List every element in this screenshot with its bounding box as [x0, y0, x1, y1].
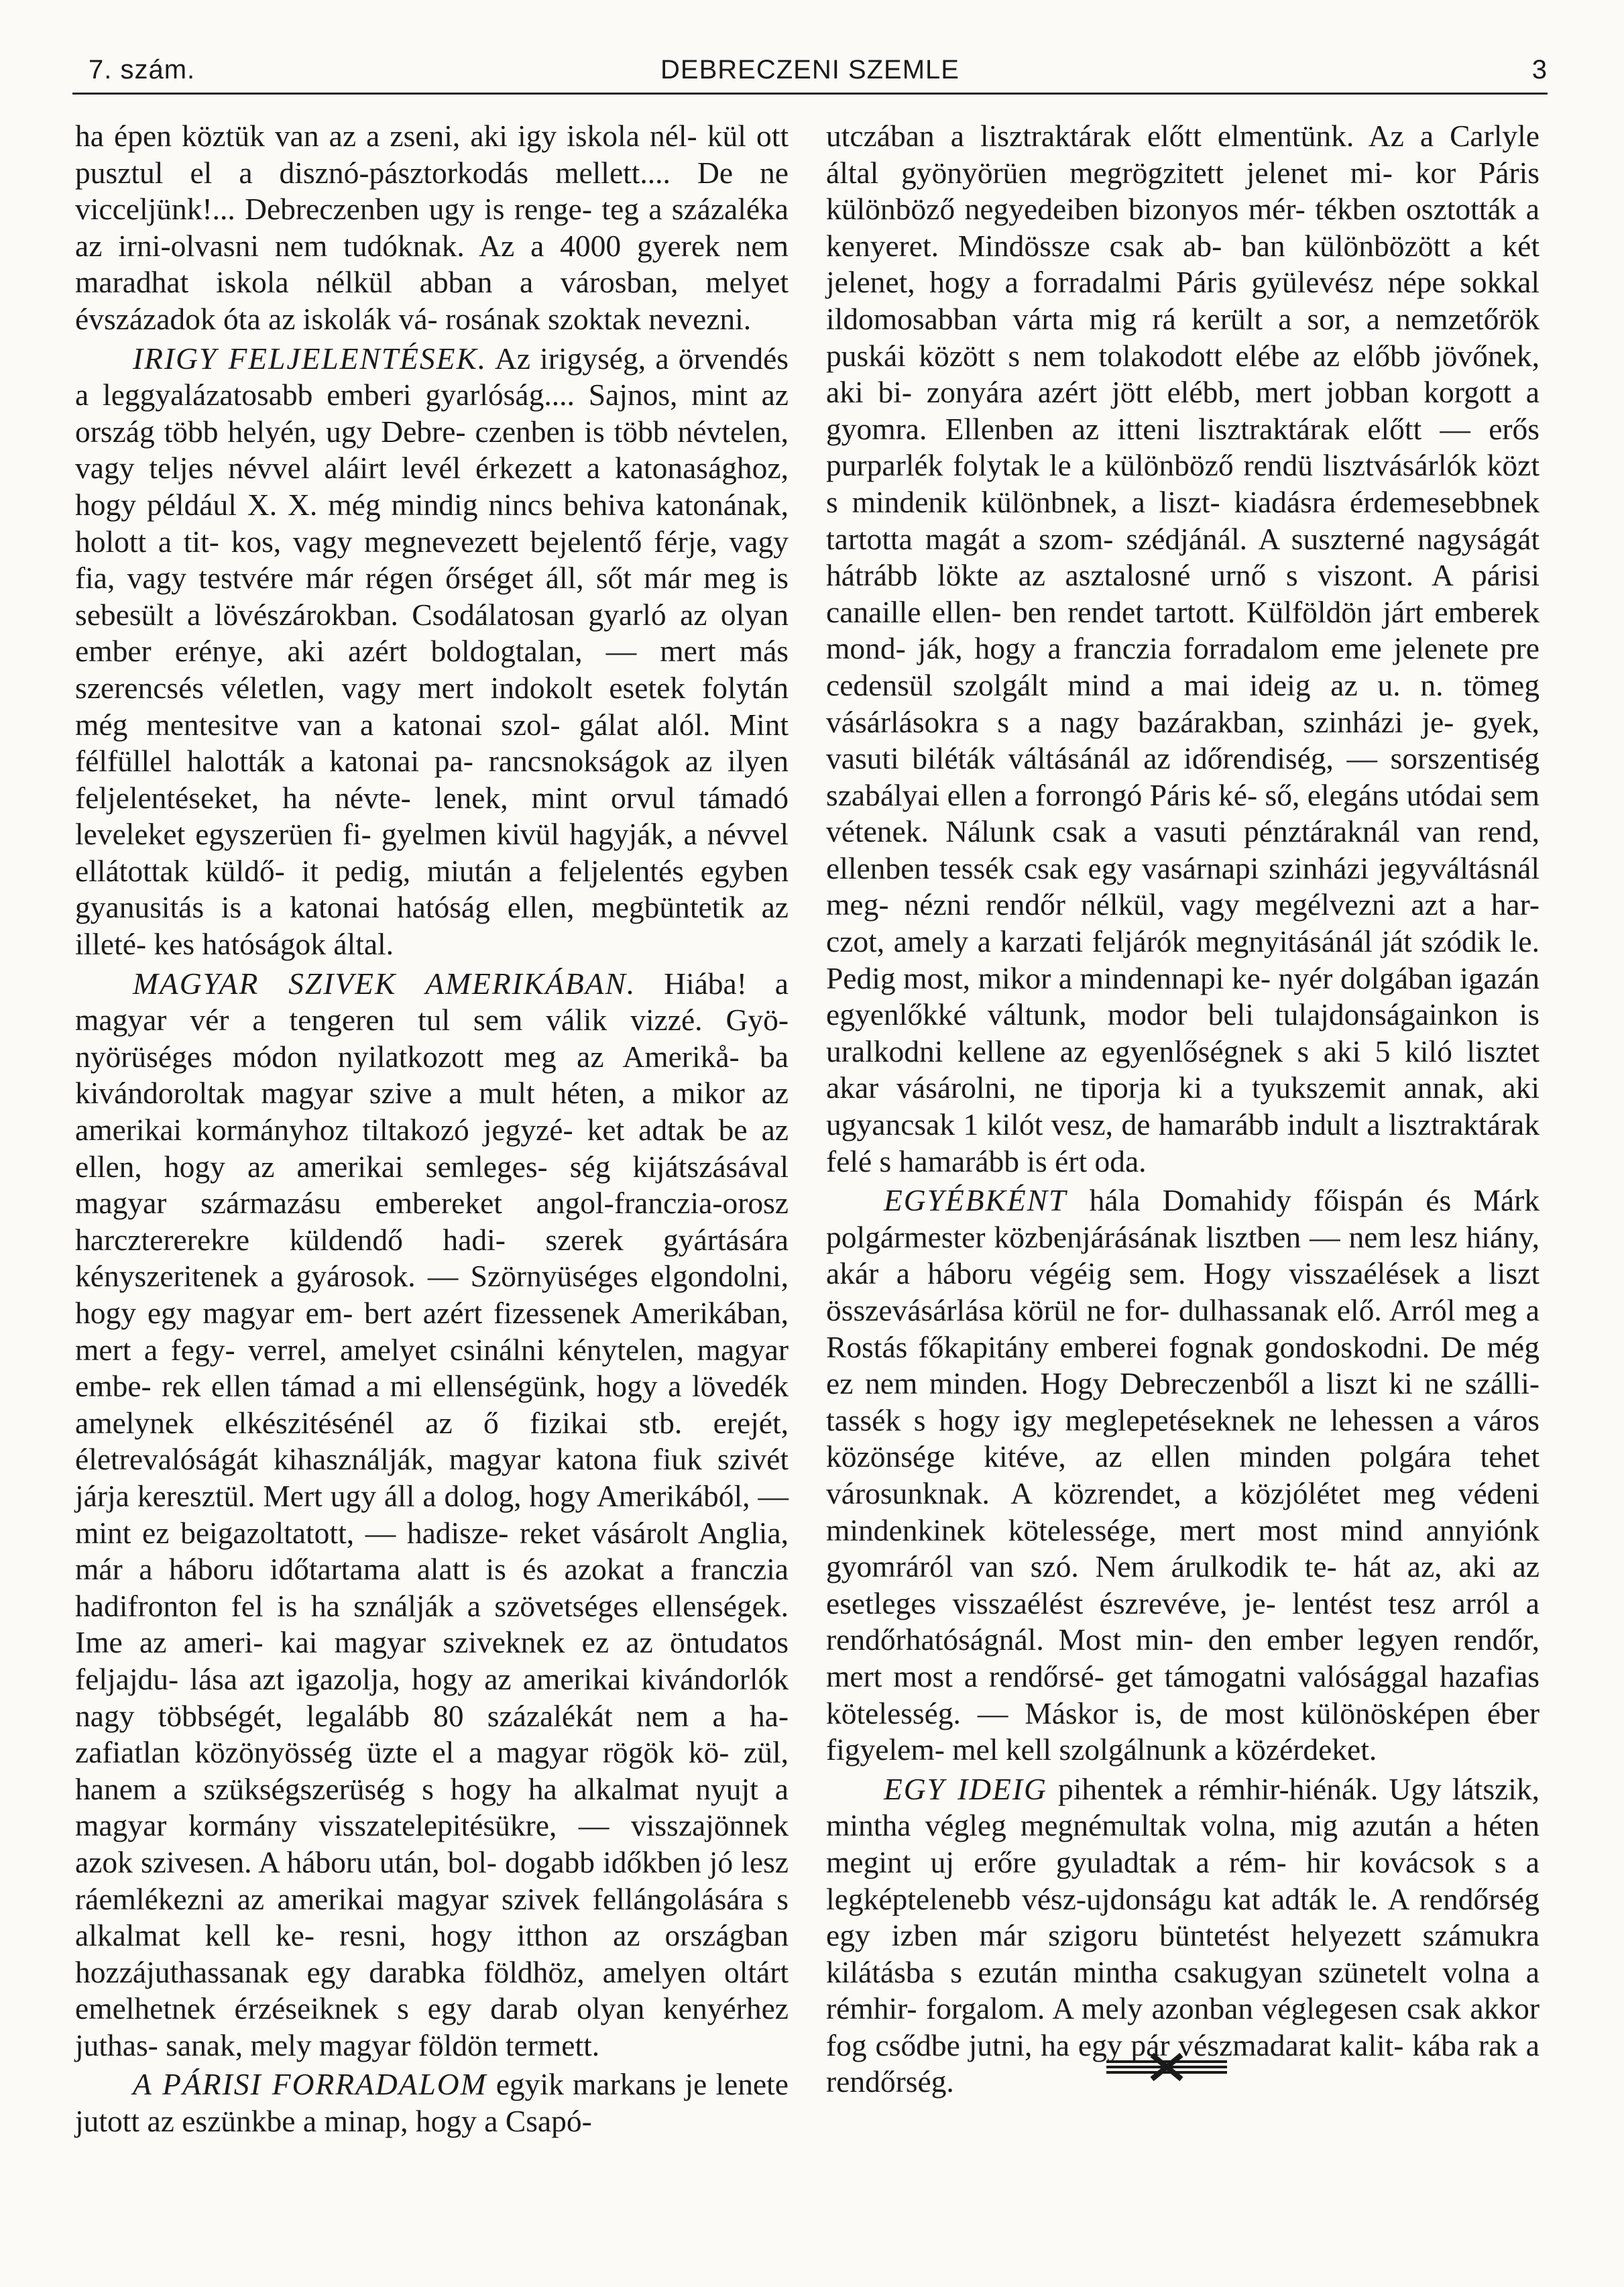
section-heading: A PÁRISI FORRADALOM	[133, 2067, 487, 2102]
newspaper-title: DEBRECZENI SZEMLE	[660, 55, 960, 85]
section-heading: EGY IDEIG	[884, 1771, 1047, 1806]
article-paragraph: EGY IDEIG pihentek a rémhir-hiénák. Ugy látszik, mintha végleg megnémultak volna, mig azután a héten megint uj erőre gyuladtak a rém- hir kovácsok s a legképtelenebb vész-ujdonságu kat adták le. A rendőrség egy izben már szigoru büntetést helyezett számukra kilátásba s ezután mintha csakugyan szünetelt volna a rémhir- forgalom. A mely azonban véglegesen csak akkor fog csődbe jutni, ha egy pár vészmadarat kalit- kába rak a rendőrség.	[826, 1771, 1540, 2099]
header-rule	[72, 93, 1548, 95]
end-of-section-ornament-icon	[1100, 2047, 1234, 2087]
issue-number: 7. szám.	[89, 55, 196, 85]
article-paragraph: EGYÉBKÉNT hála Domahidy főispán és Márk polgármester közbenjárásának lisztben — nem lesz hiány, akár a háboru végéig sem. Hogy visszaélések a liszt összevásárlása körül ne for- dulhassanak elő. Arról meg a Rostás főkapitány emberei fognak gondoskodni. De még ez nem minden. Hogy Debreczenből a liszt ki ne szálli- tassék s hogy igy meglepetéseknek ne lehessen a város közönsége kitéve, az ellen minden polgára tehet városunknak. A közrendet, a közjólétet meg védeni mindenkinek kötelessége, mert most mind annyiónk gyomráról van szó. Nem árulkodik te- hát az, aki az esetleges visszaélést észrevéve, je- lentést tesz arról a rendőrhatóságnál. Most min- den ember legyen rendőr, mert most a rendőrsé- get támogatni valósággal hazafias kötelesség. — Máskor is, de most különösképen éber figyelem- mel kell szolgálnunk a közérdeket.	[826, 1183, 1540, 1767]
section-heading: MAGYAR SZIVEK AMERIKÁBAN.	[133, 966, 636, 1001]
article-paragraph: A PÁRISI FORRADALOM egyik markans je lenete jutott az eszünkbe a minap, hogy a Csapó-	[75, 2067, 789, 2139]
page-header	[72, 51, 1548, 93]
left-column	[75, 118, 789, 2140]
section-heading: EGYÉBKÉNT	[884, 1183, 1067, 1218]
article-paragraph: utczában a lisztraktárak előtt elmentünk. Az a Carlyle által gyönyörüen megrögzitett jelenet mi- kor Páris különböző negyedeiben bizonyos mér- tékben osztották a kenyeret. Mindössze csak ab- ban különbözött a két jelenet, hogy a forradalmi Páris gyülevész népe sokkal ildomosabban várta mig rá került a sor, a nemzetőrök puskái között s nem tolakodott elébe az előbb jövőnek, aki bi- zonyára azért jött elébb, mert jobban korgott a gyomra. Ellenben az itteni lisztraktárak előtt — erős purparlék folytak le a különböző rendü lisztvásárlók közt s mindenik különbnek, a liszt- kiadásra érdemesebbnek tartotta magát a szom- szédjánál. A suszterné nagyságát hátrább lökte az asztalosné urnő s viszont. A párisi canaille ellen- ben rendet tartott. Külföldön járt emberek mond- ják, hogy a franczia forradalom eme jelenete pre cedensül szolgált mind a mai ideig az u. n. tömeg vásárlásokra s a nagy bazárakban, szinházi je- gyek, vasuti biléták váltásánál az időrendiség, — sorszentiség szabályai ellen a forrongó Páris ké- ső, elegáns utódai sem vétenek. Nálunk csak a vasuti pénztáraknál van rend, ellenben tessék csak egy vasárnapi szinházi jegyváltásnál meg- nézni rendőr nélkül, vagy megélvezni azt a har- czot, amely a karzati feljárók megnyitásánál ját szódik le. Pedig most, mikor a mindennapi ke- nyér dolgában igazán egyenlőkké váltunk, modor beli tulajdonságainkon is uralkodni kellene az egyenlőségnek s aki 5 kiló lisztet akar vásárolni, ne tiporja ki a tyukszemit annak, aki ugyancsak 1 kilót vesz, de hamarább indult a lisztraktárak felé s hamarább is ért oda.	[826, 119, 1540, 1178]
page-number: 3	[1531, 55, 1548, 85]
article-paragraph: IRIGY FELJELENTÉSEK. Az irigység, a örvendés a leggyalázatosabb emberi gyarlóság.... Sajnos, mint az ország több helyén, ugy Debre- czenben is több névtelen, vagy teljes névvel aláirt levél érkezett a katonasághoz, hogy például X. X. még mindig nincs behiva katonának, holott a tit- kos, vagy megnevezett bejelentő férje, vagy fia, vagy testvére már régen őrséget áll, sőt már meg is sebesült a lövészárokban. Csodálatosan gyarló az olyan ember erénye, aki azért boldogtalan, — mert más szerencsés véletlen, vagy mert indokolt esetek folytán még mentesitve van a katonai szol- gálat alól. Mint félfüllel halották a katonai pa- rancsnokságok az ilyen feljelentéseket, ha névte- lenek, mint orvul támadó leveleket egyszerüen fi- gyelmen kivül hagyják, a névvel ellátottak küldő- it pedig, miután a feljelentés egyben gyanusitás is a katonai hatóság ellen, megbüntetik az illeté- kes hatóságok által.	[75, 341, 789, 962]
article-paragraph: MAGYAR SZIVEK AMERIKÁBAN. Hiába! a magyar vér a tengeren tul sem válik vizzé. Gyö- nyörüséges módon nyilatkozott meg az Amerikå- ba kivándoroltak magyar szive a mult héten, a mikor az amerikai kormányhoz tiltakozó jegyzé- ket adtak be az ellen, hogy az amerikai semleges- ség kijátszásával magyar származásu embereket angol-franczia-orosz harcztererekre küldendő hadi- szerek gyártására kényszeritenek a gyárosok. — Szörnyüséges elgondolni, hogy egy magyar em- bert azért fizessenek Amerikában, mert a fegy- verrel, amelyet csinálni kénytelen, magyar embe- rek ellen támad a mi ellenségünk, hogy a lövedék amelynek elkészitésénél az ő fizikai stb. erejét, életrevalóságát kihasználják, magyar katona fiuk szivét járja keresztül. Mert ugy áll a dolog, hogy Amerikából, — mint ez beigazoltatott, — hadisze- reket vásárolt Anglia, már a háboru időtartama alatt is és azokat a franczia hadifronton fel is ha sználják a szövetséges ellenségek. Ime az ameri- kai magyar sziveknek ez az öntudatos feljajdu- lása azt igazolja, hogy az amerikai kivándorlók nagy többségét, legalább 80 százalékát nem a ha- zafiatlan közönyösség üzte el a magyar rögök kö- zül, hanem a szükségszerüség s hogy ha alkalmat nyujt a magyar kormány visszatelepitésükre, — visszajönnek azok szivesen. A háboru után, bol- dogabb időkben jó lesz ráemlékezni az amerikai magyar szivek fellángolására s alkalmat kell ke- resni, hogy itthon az országban hozzájuthassanak egy darabka földhöz, amelyen oltárt emelhetnek érzéseiknek s egy darab olyan kenyérhez juthas- sanak, mely magyar földön termett.	[75, 966, 789, 2062]
section-heading: IRIGY FELJELENTÉSEK.	[133, 341, 487, 376]
right-column	[826, 118, 1540, 2101]
article-paragraph: ha épen köztük van az a zseni, aki igy iskola nél- kül ott pusztul el a disznó-pásztorkodás mellett.... De ne vicceljünk!... Debreczenben ugy is renge- teg a százaléka az irni-olvasni nem tudóknak. Az a 4000 gyerek nem maradhat iskola nélkül abban a városban, melyet évszázadok óta az iskolák vá- rosának szoktak nevezni.	[75, 119, 789, 336]
